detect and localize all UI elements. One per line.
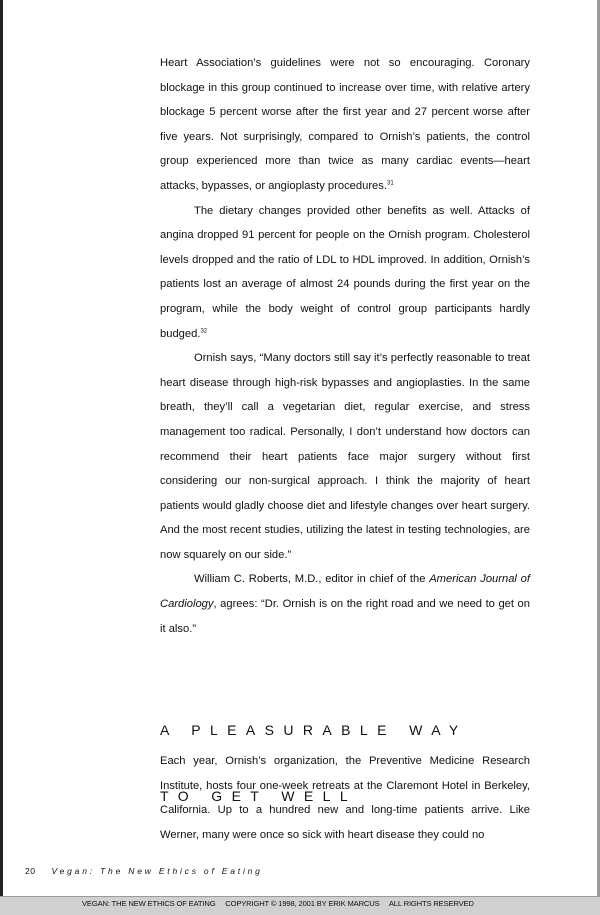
paragraph-5-text: Each year, Ornish’s organization, the Preventive Medicine Research Institute, hosts four one-week retreats at the Claremont Hotel in Berkeley, California. Up to a hundred new and long-time patients arrive. Like Werner, many were once so sick with heart disease they could no bbox=[160, 755, 530, 841]
page-edge-left bbox=[0, 0, 3, 896]
journal-title: American Journal of Cardiology bbox=[160, 573, 530, 611]
footnote-ref-32[interactable]: 32 bbox=[200, 327, 208, 334]
running-title: Vegan: The New Ethics of Eating bbox=[51, 866, 263, 876]
paragraph-3-text: Ornish says, “Many doctors still say it’s perfectly reasonable to treat heart disease through high-risk bypasses and angioplasties. In the same breath, they’ll call a vegetarian diet, regular exercise, and stress management too radical. Personally, I don’t understand how doctors can recommend their heart patients face major surgery without first considering our non-surgical approach. I think the majority of heart patients would gladly choose diet and lifestyle changes over heart surgery. And the most recent studies, utilizing the latest in testing technologies, are now squarely on our side.” bbox=[160, 352, 530, 561]
paragraph-1-text: Heart Association’s guidelines were not so encouraging. Coronary blockage in this group continued to increase over time, with relative artery blockage 5 percent worse after the first year and 27 percent worse after five years. Not surprisingly, compared to Ornish’s patients, the control group experienced more than twice as many cardiac events—heart attacks, bypasses, or angioplasty procedures. bbox=[160, 57, 530, 192]
section-heading-line-1: A PLEASURABLE WAY bbox=[160, 722, 468, 738]
footnote-ref-31[interactable]: 31 bbox=[386, 180, 394, 187]
body-text bbox=[160, 51, 530, 641]
page-footer bbox=[25, 866, 263, 876]
paragraph-3 bbox=[160, 346, 530, 567]
paragraph-4-text-before: William C. Roberts, M.D., editor in chief of the bbox=[194, 573, 430, 586]
paragraph-4-text-after: , agrees: “Dr. Ornish is on the right road and we need to get on it also.” bbox=[160, 598, 530, 635]
section-heading-line-2: TO GET WELL bbox=[160, 788, 358, 804]
paragraph-1 bbox=[160, 51, 530, 199]
paragraph-5 bbox=[160, 749, 530, 847]
page-number: 20 bbox=[25, 866, 36, 876]
copyright-notice: VEGAN: THE NEW ETHICS OF EATING COPYRIGHT © 1998, 2001 BY ERIK MARCUS ALL RIGHTS RESERVED bbox=[82, 899, 474, 908]
paragraph-2 bbox=[160, 199, 530, 347]
paragraph-2-text: The dietary changes provided other benefits as well. Attacks of angina dropped 91 percent for people on the Ornish program. Cholesterol levels dropped and the ratio of LDL to HDL improved. In addition, Ornish’s patients lost an average of almost 24 pounds during the first year on the program, while the body weight of control group participants hardly budged. bbox=[160, 204, 530, 340]
body-text-after-heading bbox=[160, 749, 530, 847]
paragraph-4 bbox=[160, 567, 530, 641]
